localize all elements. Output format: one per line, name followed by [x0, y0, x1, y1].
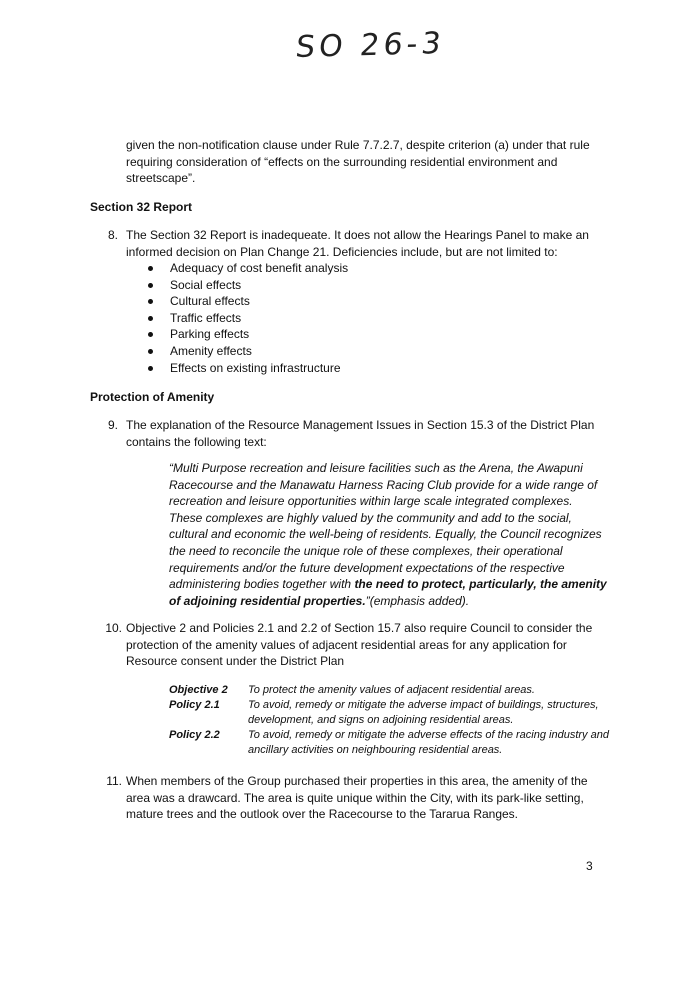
policy-value: To avoid, remedy or mitigate the adverse impact of buildings, structures, development, and signs on adjoining residential areas. — [248, 699, 599, 726]
policy-key: Objective 2 — [169, 684, 228, 696]
item-10-text: Objective 2 and Policies 2.1 and 2.2 of Section 15.7 also require Council to consider the protection of the amenity values of adjacent residential areas for any application for Resource consent under the District Plan — [126, 621, 593, 669]
policy-value: To avoid, remedy or mitigate the adverse effects of the racing industry and ancillary activities on neighbouring residential areas. — [248, 729, 609, 756]
protection-of-amenity-heading: Protection of Amenity — [90, 390, 215, 404]
bullet-icon — [148, 316, 153, 321]
district-plan-quote: “Multi Purpose recreation and leisure facilities such as the Arena, the Awapuni Racecourse and the Manawatu Harness Racing Club provide for a wide range of recreation and leisure opportunities within large scale integrated complexes. These complexes are highly valued by the community and add to the social, cultural and economic the well-being of residents. Equally, the Council recognizes the need to reconcile the unique role of these complexes, their operational requirements and/or the future development expectations of the respective administering bodies together with the need to protect, particularly, the amenity of adjoining residential properties.”(emphasis added). — [169, 461, 607, 608]
deficiency-list — [148, 260, 348, 376]
table-row — [169, 683, 609, 698]
bullet-icon — [148, 349, 153, 354]
list-item: Parking effects — [148, 326, 348, 343]
bullet-icon — [148, 299, 153, 304]
policy-table — [169, 683, 609, 758]
list-item: Adequacy of cost benefit analysis — [148, 260, 348, 277]
policy-key: Policy 2.1 — [169, 699, 220, 711]
page-number: 3 — [586, 859, 593, 873]
intro-paragraph: given the non-notification clause under Rule 7.7.2.7, despite criterion (a) under that rule requiring consideration of “effects on the surrounding residential environment and streetscape”. — [126, 138, 590, 186]
handwritten-reference-stamp: SO 26-3 — [293, 26, 447, 65]
item-11-number: 11. — [106, 774, 122, 788]
policy-value: To protect the amenity values of adjacent residential areas. — [248, 684, 535, 696]
item-11-text: When members of the Group purchased their properties in this area, the amenity of the area was a drawcard. The area is quite unique within the City, with its park-like setting, mature trees and the outlook over the Racecourse to the Tararua Ranges. — [126, 774, 588, 822]
bullet-icon — [148, 266, 153, 271]
policy-key: Policy 2.2 — [169, 729, 220, 741]
item-8-number: 8. — [107, 228, 118, 242]
list-item: Traffic effects — [148, 310, 348, 327]
list-item: Cultural effects — [148, 293, 348, 310]
list-item: Social effects — [148, 277, 348, 294]
item-9-text: The explanation of the Resource Management Issues in Section 15.3 of the District Plan contains the following text: — [126, 418, 595, 449]
bullet-icon — [148, 332, 153, 337]
section-32-heading: Section 32 Report — [90, 200, 193, 214]
item-8-text: The Section 32 Report is inadequeate. It does not allow the Hearings Panel to make an informed decision on Plan Change 21. Deficiencies include, but are not limited to: — [126, 228, 589, 259]
list-item: Effects on existing infrastructure — [148, 360, 348, 377]
bullet-icon — [148, 366, 153, 371]
bullet-icon — [148, 283, 153, 288]
list-item: Amenity effects — [148, 343, 348, 360]
item-9-number: 9. — [107, 418, 118, 432]
quote-emphasis: the need to protect, particularly, the amenity of adjoining residential properties. — [169, 577, 607, 608]
table-row — [169, 728, 609, 758]
item-10-number: 10. — [105, 621, 122, 635]
table-row — [169, 698, 609, 728]
